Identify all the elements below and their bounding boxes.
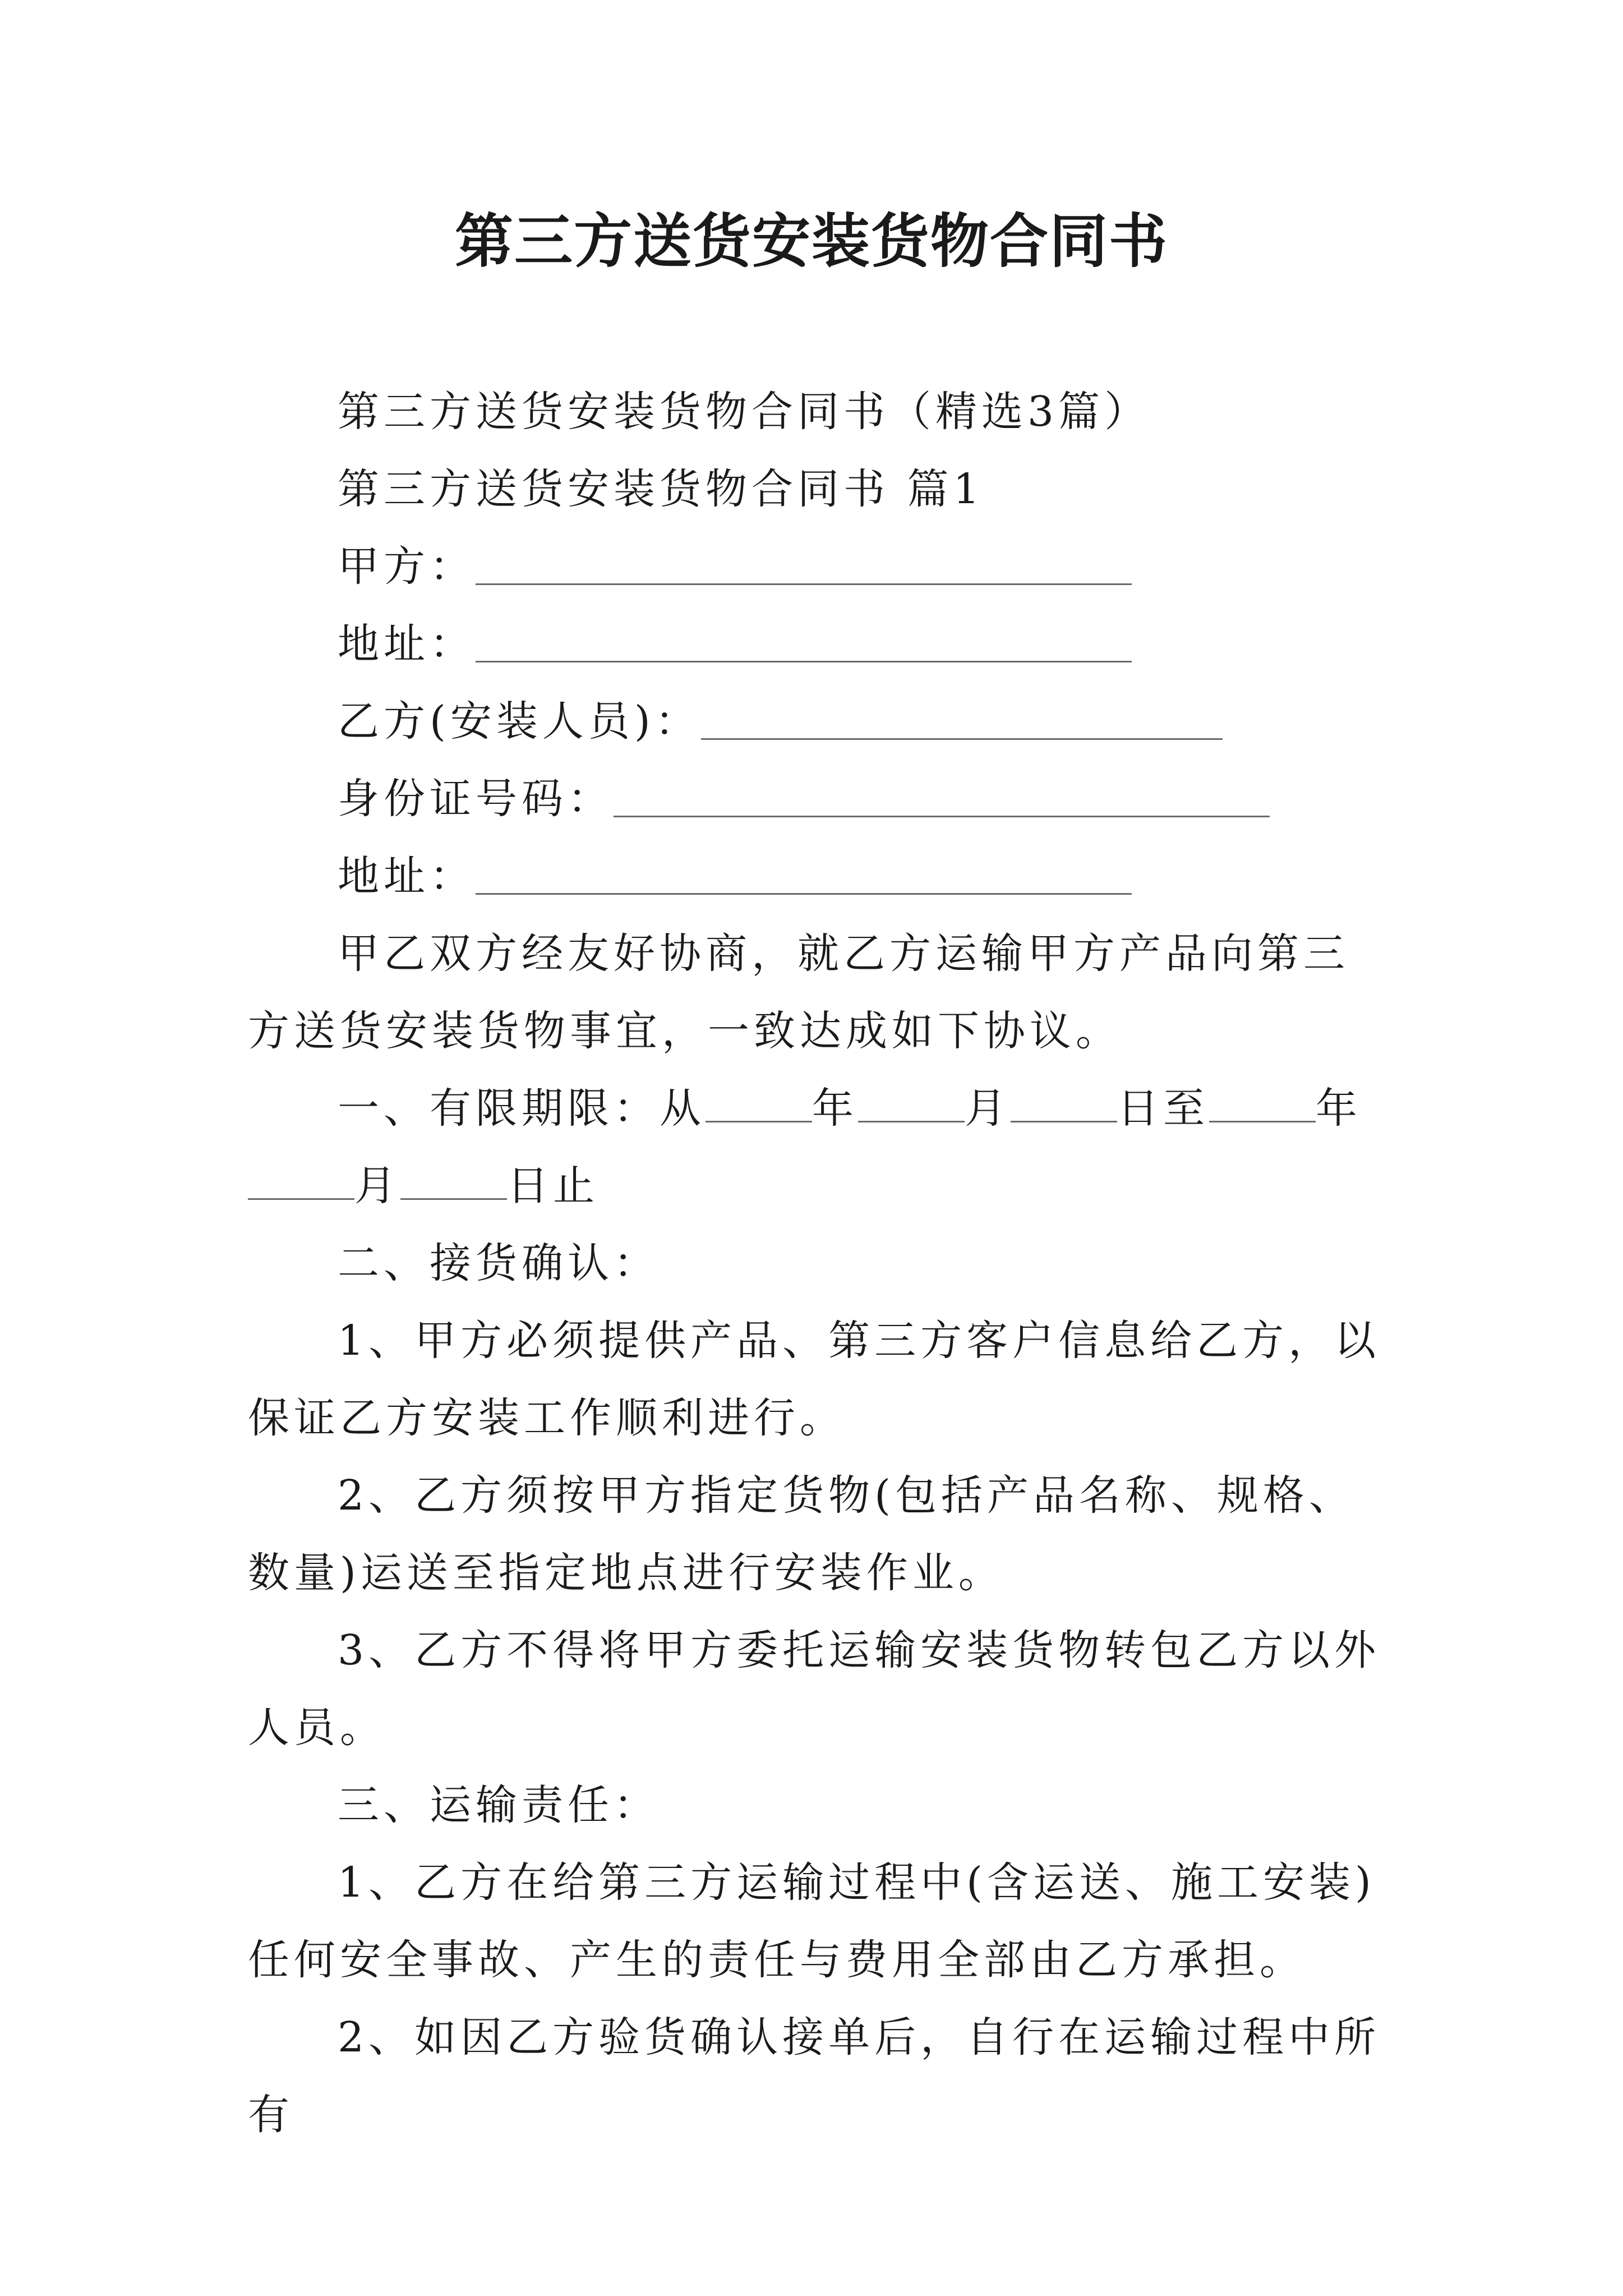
- term-blank: [706, 1087, 812, 1122]
- term-blank: [1011, 1087, 1117, 1122]
- term-month-1: 月: [965, 1084, 1011, 1133]
- term-blank: [858, 1087, 965, 1122]
- term-paragraph: [248, 1070, 1392, 1225]
- item-3-2: 2、如因乙方验货确认接单后，自行在运输过程中所有: [248, 2013, 1381, 2139]
- term-month-2: 月: [354, 1162, 400, 1210]
- heading-2: 二、接货确认：: [338, 1239, 660, 1287]
- term-prefix: 一、有限期限：从: [338, 1084, 706, 1133]
- term-day-2: 日止: [507, 1162, 599, 1210]
- party-a-field: [248, 528, 1392, 605]
- party-b-label: 乙方(安装人员)：: [338, 697, 701, 746]
- item-2-2: 2、乙方须按甲方指定货物(包括产品名称、规格、数量)运送至指定地点进行安装作业。: [248, 1471, 1355, 1597]
- party-b-blank-line: [701, 738, 1223, 740]
- term-year-1: 年: [812, 1084, 858, 1133]
- party-b-field: [248, 683, 1392, 760]
- id-number-label: 身份证号码：: [338, 775, 614, 823]
- document-title: 第三方送货安装货物合同书: [454, 206, 1168, 275]
- term-blank: [400, 1165, 507, 1200]
- term-day-1: 日至: [1117, 1084, 1209, 1133]
- term-blank: [1209, 1087, 1316, 1122]
- heading-3: 三、运输责任：: [338, 1781, 660, 1829]
- term-year-2: 年: [1316, 1084, 1362, 1133]
- item-3-1: 1、乙方在给第三方运输过程中(含运送、施工安装)任何安全事故、产生的责任与费用全部由乙方承担。: [248, 1858, 1376, 1984]
- address-1-field: [248, 605, 1392, 683]
- party-a-blank-line: [476, 583, 1132, 585]
- id-number-field: [248, 760, 1392, 838]
- address-1-blank-line: [476, 661, 1132, 662]
- document-body: [248, 373, 1392, 2154]
- address-1-label: 地址：: [338, 620, 476, 668]
- item-2-1: 1、甲方必须提供产品、第三方客户信息给乙方，以保证乙方安装工作顺利进行。: [248, 1317, 1381, 1442]
- document-subtitle: 第三方送货安装货物合同书（精选3篇）: [338, 388, 1151, 436]
- party-a-label: 甲方：: [338, 542, 476, 591]
- item-2-3: 3、乙方不得将甲方委托运输安装货物转包乙方以外人员。: [248, 1626, 1381, 1752]
- address-2-label: 地址：: [338, 852, 476, 900]
- intro-paragraph: 甲乙双方经友好协商，就乙方运输甲方产品向第三方送货安装货物事宜，一致达成如下协议。: [248, 930, 1349, 1055]
- id-number-blank-line: [614, 816, 1270, 817]
- section-heading: 第三方送货安装货物合同书 篇1: [338, 465, 984, 513]
- address-2-blank-line: [476, 893, 1132, 895]
- term-blank: [248, 1165, 354, 1200]
- address-2-field: [248, 838, 1392, 915]
